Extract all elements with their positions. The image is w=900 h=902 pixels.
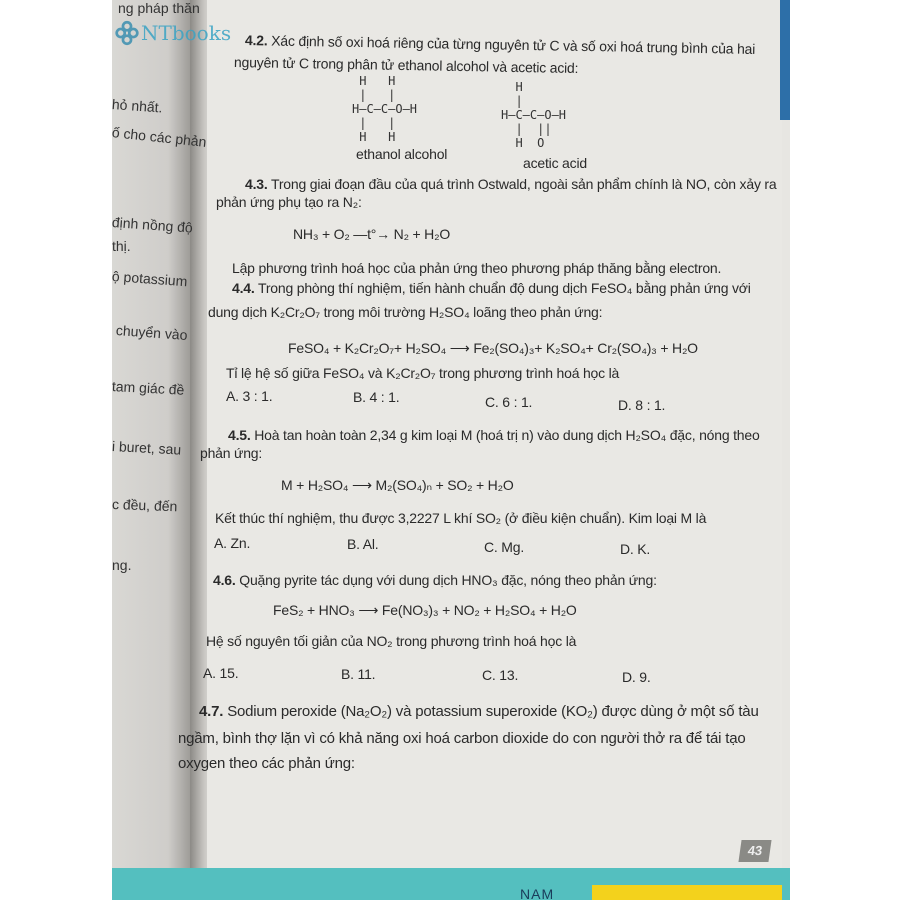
q43-number: 4.3. <box>245 176 268 192</box>
q43-line1 <box>245 176 776 192</box>
left-page-text: chuyển vào <box>115 322 188 343</box>
q43-equation: NH₃ + O₂ —t°→ N₂ + H₂O <box>293 226 451 242</box>
q45-option-c[interactable]: C. Mg. <box>484 539 525 555</box>
q44-option-c[interactable]: C. 6 : 1. <box>485 394 533 410</box>
q45-option-a[interactable]: A. Zn. <box>214 535 251 551</box>
q45-option-b[interactable]: B. Al. <box>347 536 379 552</box>
q45-question: Kết thúc thí nghiệm, thu được 3,2227 L khí SO₂ (ở điều kiện chuẩn). Kim loại M là <box>215 510 707 526</box>
cover-text: NAM <box>520 886 555 902</box>
q45-number: 4.5. <box>228 427 251 443</box>
cover-edge <box>780 0 790 120</box>
q47-line2: ngầm, bình thợ lặn vì có khả năng oxi hoá carbon dioxide do con người thở ra để tái tạo <box>178 730 746 747</box>
q46-line1 <box>213 572 657 588</box>
acetic-structure: H | H—C—C—O—H | || H O <box>501 80 567 150</box>
left-page-text: i buret, sau <box>111 438 182 458</box>
q44-equation: FeSO₄ + K₂Cr₂O₇+ H₂SO₄ ⟶ Fe₂(SO₄)₃+ K₂SO₄+ Cr₂(SO₄)₃ + H₂O <box>288 340 698 356</box>
q47-line1 <box>199 703 759 720</box>
ethanol-structure: H H | | H—C—C—O—H | | H H <box>352 74 418 144</box>
q45-line2: phản ứng: <box>200 445 263 461</box>
q46-option-d[interactable]: D. 9. <box>622 669 651 685</box>
q44-option-b[interactable]: B. 4 : 1. <box>353 389 400 405</box>
q47-text: Sodium peroxide (Na₂O₂) và potassium superoxide (KO₂) được dùng ở một số tàu <box>227 703 759 720</box>
q45-option-d[interactable]: D. K. <box>620 541 651 557</box>
q47-line3: oxygen theo các phản ứng: <box>178 755 355 772</box>
q46-equation: FeS₂ + HNO₃ ⟶ Fe(NO₃)₃ + NO₂ + H₂SO₄ + H₂O <box>273 602 577 618</box>
left-page-text: hỏ nhất. <box>111 96 164 116</box>
left-page-text: thị. <box>112 238 131 254</box>
left-page-text: ố cho các phản <box>111 124 208 150</box>
ntbooks-logo <box>115 20 231 46</box>
ethanol-label: ethanol alcohol <box>356 146 448 162</box>
q43-line2: phản ứng phụ tạo ra N₂: <box>216 194 362 210</box>
q42-number: 4.2. <box>244 32 268 49</box>
q46-option-a[interactable]: A. 15. <box>203 665 239 681</box>
q44-option-a[interactable]: A. 3 : 1. <box>226 388 273 404</box>
q43-text: Trong giai đoạn đầu của quá trình Ostwald, ngoài sản phẩm chính là NO, còn xảy ra <box>271 176 777 192</box>
left-page-text: ng pháp thăn <box>118 0 200 16</box>
left-page-text: tam giác đề <box>111 378 185 398</box>
page-number: 43 <box>738 840 771 862</box>
q46-number: 4.6. <box>213 572 236 588</box>
brand-name: NTbooks <box>141 21 232 45</box>
acetic-label: acetic acid <box>523 155 587 171</box>
q44-number: 4.4. <box>232 280 255 296</box>
q42-line2: nguyên tử C trong phân tử ethanol alcohol và acetic acid: <box>233 54 579 77</box>
left-page-text: c đều, đến <box>111 496 178 515</box>
q44-option-d[interactable]: D. 8 : 1. <box>618 397 666 413</box>
q46-option-b[interactable]: B. 11. <box>341 666 376 682</box>
q44-line2: dung dịch K₂Cr₂O₇ trong môi trường H₂SO₄ loãng theo phản ứng: <box>208 304 603 320</box>
q46-option-c[interactable]: C. 13. <box>482 667 519 683</box>
q45-line1 <box>228 427 760 443</box>
left-page-text: ộ potassium <box>111 268 188 290</box>
q44-line1 <box>232 280 751 296</box>
q47-number: 4.7. <box>199 703 224 720</box>
q46-question: Hệ số nguyên tối giản của NO₂ trong phương trình hoá học là <box>206 633 577 649</box>
q42-text: Xác định số oxi hoá riêng của từng nguyên tử C và số oxi hoá trung bình của hai <box>271 32 756 57</box>
q45-text: Hoà tan hoàn toàn 2,34 g kim loại M (hoá trị n) vào dung dịch H₂SO₄ đặc, nóng theo <box>254 427 760 443</box>
q43-task: Lập phương trình hoá học của phản ứng theo phương pháp thăng bằng electron. <box>232 260 722 276</box>
left-page-text: ng. <box>112 557 132 573</box>
q45-equation: M + H₂SO₄ ⟶ M₂(SO₄)ₙ + SO₂ + H₂O <box>281 477 514 493</box>
q46-text: Quặng pyrite tác dụng với dung dịch HNO₃ đặc, nóng theo phản ứng: <box>239 572 657 588</box>
q44-question: Tỉ lệ hệ số giữa FeSO₄ và K₂Cr₂O₇ trong phương trình hoá học là <box>226 365 620 381</box>
q44-text: Trong phòng thí nghiệm, tiến hành chuẩn độ dung dịch FeSO₄ bằng phản ứng với <box>258 280 751 296</box>
knot-logo-icon <box>115 20 139 46</box>
left-page-text: định nồng độ <box>111 214 194 236</box>
cover-yellow <box>592 885 782 900</box>
